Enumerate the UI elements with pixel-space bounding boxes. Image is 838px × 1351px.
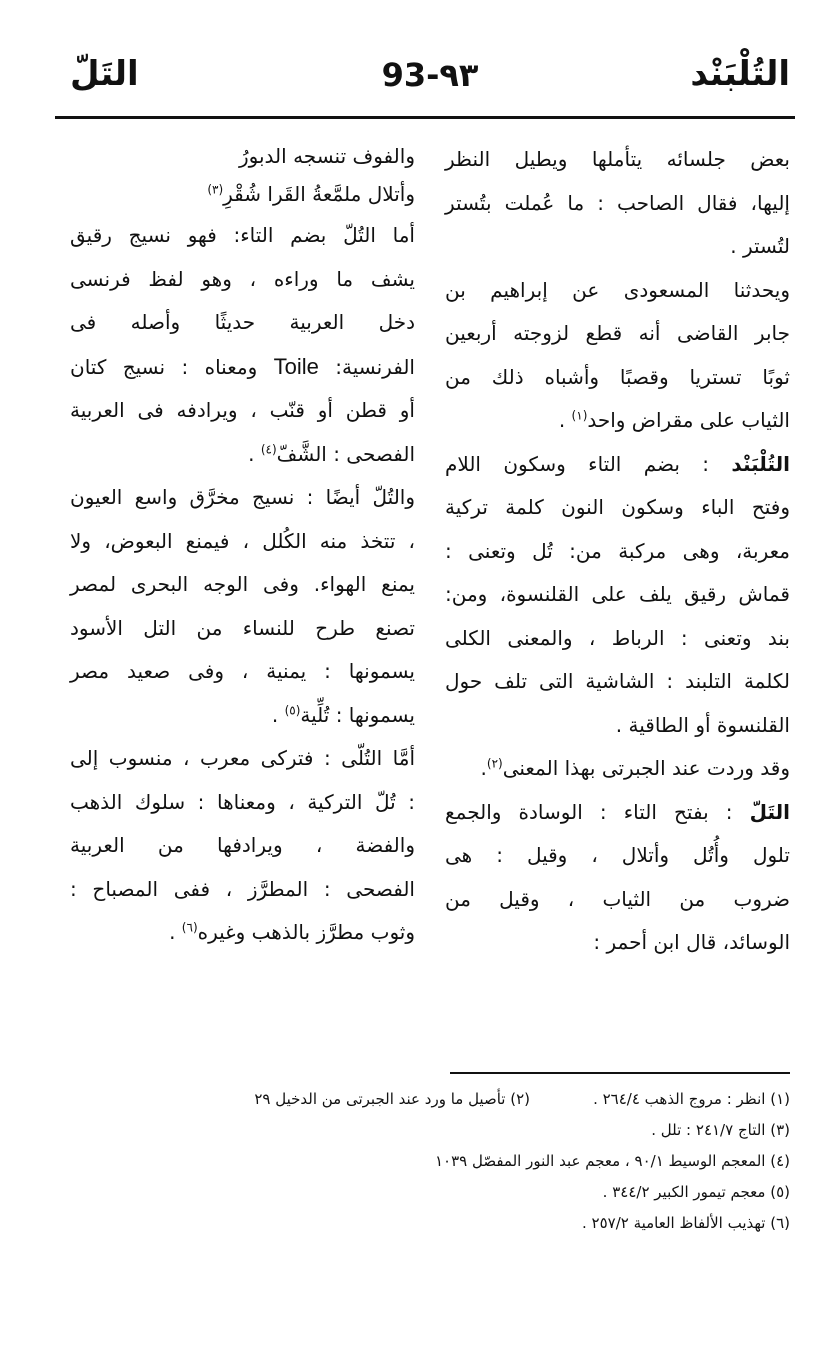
- text-line: ثوبًا تستريا وقصبًا وأشباه ذلك من: [445, 364, 790, 389]
- footnote-row: [90, 1115, 790, 1146]
- text-line: [445, 399, 790, 443]
- text-line: [445, 443, 790, 487]
- text-run: .: [558, 408, 572, 432]
- text-line: بند وتعنى : الرباط ، والمعنى الكلى: [445, 625, 790, 650]
- text-line: [70, 345, 415, 390]
- footnote-rule: [450, 1072, 790, 1074]
- text-line: تلول وأُتُل وأتلال ، وقيل : هى: [445, 843, 790, 867]
- footnote-2: (٢) تأصيل ما ورد عند الجبرتى من الدخيل ٢٩: [254, 1090, 530, 1108]
- text-line: وفتح الباء وسكون النون كلمة تركية: [445, 495, 790, 519]
- text-line: يشف ما وراءه ، وهو لفظ فرنسى: [70, 266, 415, 291]
- text-run: الثياب على مقراض واحد: [587, 408, 790, 432]
- footnote-ref: (٤): [260, 441, 277, 456]
- text-line: [70, 911, 415, 955]
- text-line: ضروب من الثياب ، وقيل من: [445, 886, 790, 911]
- text-line: أما التُلّ بضم التاء: فهو نسيج رقيق: [70, 223, 415, 247]
- text-run: : بفتح التاء : الوسادة والجمع: [445, 799, 750, 824]
- text-line: يسمونها : يمنية ، وفى صعيد مصر: [70, 659, 415, 683]
- text-line: معربة، وهى مركبة من: تُل وتعنى :: [445, 538, 790, 563]
- text-run: يسمونها : تُلِّية: [300, 702, 415, 727]
- text-run: وقد وردت عند الجبرتى بهذا المعنى: [502, 756, 790, 780]
- text-line: بعض جلسائه يتأملها ويطيل النظر: [445, 147, 790, 171]
- footnote-3: (٣) التاج ٢٤١/٧ : تلل .: [651, 1121, 790, 1139]
- footnote-ref: (٢): [486, 756, 503, 771]
- footnotes: [90, 1084, 790, 1239]
- footnote-1: (١) انظر : مروج الذهب ٢٦٤/٤ .: [593, 1090, 790, 1108]
- header-rule: [55, 116, 795, 119]
- footnote-ref: (١): [571, 408, 588, 423]
- text-line: يمنع الهواء. وفى الوجه البحرى لمصر: [70, 572, 415, 596]
- text-run: .: [271, 702, 285, 727]
- footnote-6: (٦) تهذيب الألفاظ العامية ٢٥٧/٢ .: [581, 1214, 790, 1232]
- text-line: أو قطن أو قنّب ، ويرادفه فى العربية: [70, 398, 415, 422]
- text-line: ، تتخذ منه الكُلل ، فيمنع البعوض، ولا: [70, 528, 415, 553]
- footnote-5: (٥) معجم تيمور الكبير ٣٤٤/٢ .: [602, 1183, 790, 1201]
- header-entry-right: التُلْبَنْد: [690, 54, 790, 94]
- entry-term: التُلْبَنْد: [731, 451, 790, 476]
- footnote-row: [90, 1084, 790, 1115]
- text-run: .: [169, 920, 182, 944]
- verse-line: [70, 174, 415, 214]
- text-line: تصنع طرح للنساء من التل الأسود: [70, 615, 415, 640]
- text-line: أمَّا التُلّى : فتركى معرب ، منسوب إلى: [70, 746, 415, 770]
- text-line: قماش رقيق يلف على القلنسوة، ومن:: [445, 582, 790, 606]
- text-line: لتُستر .: [730, 234, 790, 258]
- footnote-row: [90, 1146, 790, 1177]
- header-page-numbers: 93-٩٣: [381, 56, 479, 94]
- footnote-row: [90, 1208, 790, 1239]
- text-line: إليها، فقال الصاحب : ما عُملت بتُستر: [445, 190, 790, 215]
- text-run: ومعناه : نسيج كتان: [70, 354, 274, 379]
- page-header: [70, 50, 790, 110]
- latin-word: Toile: [273, 353, 319, 379]
- verse-line: والفوف تنسجه الدبورُ: [239, 144, 415, 168]
- text-line: : تُلّ التركية ، ومعناها : سلوك الذهب: [70, 789, 415, 814]
- left-column: [70, 138, 415, 955]
- text-run: وأتلال ملمَّعةُ القَرا شُقْرِ: [223, 182, 415, 206]
- text-run: .: [480, 756, 487, 780]
- text-run: الفصحى : الشَّفّ: [276, 441, 415, 466]
- footnote-4: (٤) المعجم الوسيط ٩٠/١ ، معجم عبد النور المفصّل ١٠٣٩: [434, 1152, 790, 1170]
- text-run: .: [248, 441, 261, 466]
- text-line: والتُلّ أيضًا : نسيج مخرَّق واسع العيون: [70, 485, 415, 509]
- text-line: [445, 791, 790, 835]
- text-run: الفرنسية:: [318, 354, 415, 379]
- text-line: الفصحى : المطرَّز ، ففى المصباح :: [70, 876, 415, 901]
- text-line: والفضة ، ويرادفها من العربية: [70, 833, 415, 857]
- footnote-ref: (٥): [284, 702, 301, 717]
- text-line: الوسائد، قال ابن أحمر :: [593, 930, 790, 954]
- text-line: [70, 433, 415, 477]
- footnote-ref: (٣): [207, 182, 224, 197]
- text-line: جابر القاضى أنه قطع لزوجته أربعين: [445, 321, 790, 345]
- footnote-row: [90, 1177, 790, 1208]
- text-line: لكلمة التلبند : الشاشية التى تلف حول: [445, 669, 790, 693]
- text-run: وثوب مطرَّز بالذهب وغيره: [197, 920, 415, 944]
- text-line: دخل العربية حديثًا وأصله فى: [70, 310, 415, 334]
- text-line: ويحدثنا المسعودى عن إبراهيم بن: [445, 277, 790, 302]
- footnote-ref: (٦): [181, 920, 198, 935]
- right-column: [445, 138, 790, 965]
- header-entry-left: التَلّ: [70, 54, 139, 94]
- text-line: [70, 694, 415, 738]
- entry-term: التَلّ: [749, 799, 790, 824]
- text-run: : بضم التاء وسكون اللام: [445, 451, 732, 476]
- text-line: [445, 747, 790, 791]
- text-line: القلنسوة أو الطاقية .: [615, 712, 790, 737]
